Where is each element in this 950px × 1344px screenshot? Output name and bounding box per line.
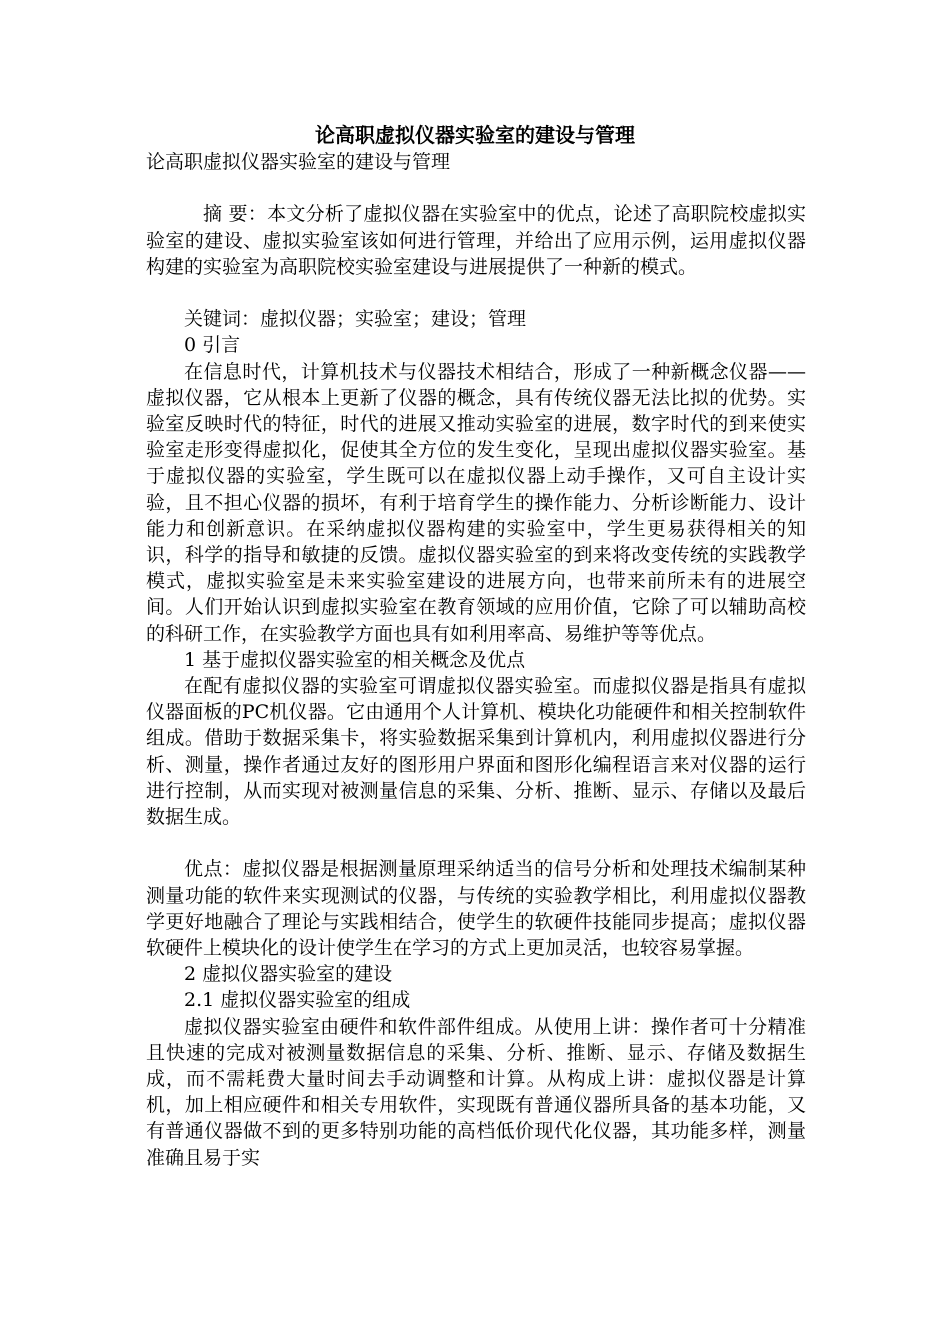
keywords-line: 关键词：虚拟仪器；实验室；建设；管理 bbox=[184, 308, 527, 331]
document-body bbox=[146, 149, 806, 1171]
section-2-heading: 2 虚拟仪器实验室的建设 bbox=[184, 963, 393, 986]
section-0-heading: 0 引言 bbox=[184, 334, 241, 357]
section-2-1-heading: 2.1 虚拟仪器实验室的组成 bbox=[184, 989, 411, 1012]
abstract-paragraph: 摘 要：本文分析了虚拟仪器在实验室中的优点，论述了高职院校虚拟实验室的建设、虚拟实验室该如何进行管理，并给出了应用示例，运用虚拟仪器构建的实验室为高职院校实验室建设与进展提供了一种新的模式。 bbox=[146, 203, 806, 278]
blank-line bbox=[146, 830, 806, 856]
section-0-paragraph: 在信息时代，计算机技术与仪器技术相结合，形成了一种新概念仪器——虚拟仪器，它从根本上更新了仪器的概念，具有传统仪器无法比拟的优势。实验室反映时代的特征，时代的进展又推动实验室的进展，数字时代的到来使实验室走形变得虚拟化，促使其全方位的发生变化，呈现出虚拟仪器实验室。基于虚拟仪器的实验室，学生既可以在虚拟仪器上动手操作，又可自主设计实验，且不担心仪器的损坏，有利于培育学生的操作能力、分析诊断能力、设计能力和创新意识。在采纳虚拟仪器构建的实验室中，学生更易获得相关的知识，科学的指导和敏捷的反馈。虚拟仪器实验室的到来将改变传统的实践教学模式，虚拟实验室是未来实验室建设的进展方向，也带来前所未有的进展空间。人们开始认识到虚拟实验室在教育领域的应用价值，它除了可以辅助高校的科研工作，在实验教学方面也具有如利用率高、易维护等等优点。 bbox=[146, 360, 806, 645]
document-subtitle: 论高职虚拟仪器实验室的建设与管理 bbox=[146, 151, 451, 173]
blank-line bbox=[146, 280, 806, 306]
section-1-paragraph: 在配有虚拟仪器的实验室可谓虚拟仪器实验室。而虚拟仪器是指具有虚拟仪器面板的PC机仪器。它由通用个人计算机、模块化功能硬件和相关控制软件组成。借助于数据采集卡，将实验数据采集到计算机内，利用虚拟仪器进行分析、测量，操作者通过友好的图形用户界面和图形化编程语言来对仪器的运行进行控制，从而实现对被测量信息的采集、分析、推断、显示、存储以及最后数据生成。 bbox=[146, 675, 806, 829]
section-2-1-paragraph: 虚拟仪器实验室由硬件和软件部件组成。从使用上讲：操作者可十分精准且快速的完成对被测量数据信息的采集、分析、推断、显示、存储及数据生成，而不需耗费大量时间去手动调整和计算。从构成上讲：虚拟仪器是计算机，加上相应硬件和相关专用软件，实现既有普通仪器所具备的基本功能，又有普通仪器做不到的更多特别功能的高档低价现代化仪器，其功能多样，测量准确且易于实 bbox=[146, 1015, 806, 1169]
advantages-paragraph: 优点：虚拟仪器是根据测量原理采纳适当的信号分析和处理技术编制某种测量功能的软件来实现测试的仪器，与传统的实验教学相比，利用虚拟仪器教学更好地融合了理论与实践相结合，使学生的软硬件技能同步提高；虚拟仪器软硬件上模块化的设计使学生在学习的方式上更加灵活，也较容易掌握。 bbox=[146, 858, 806, 960]
blank-line bbox=[146, 175, 806, 201]
document-title: 论高职虚拟仪器实验室的建设与管理 bbox=[315, 123, 635, 147]
section-1-heading: 1 基于虚拟仪器实验室的相关概念及优点 bbox=[184, 648, 526, 671]
